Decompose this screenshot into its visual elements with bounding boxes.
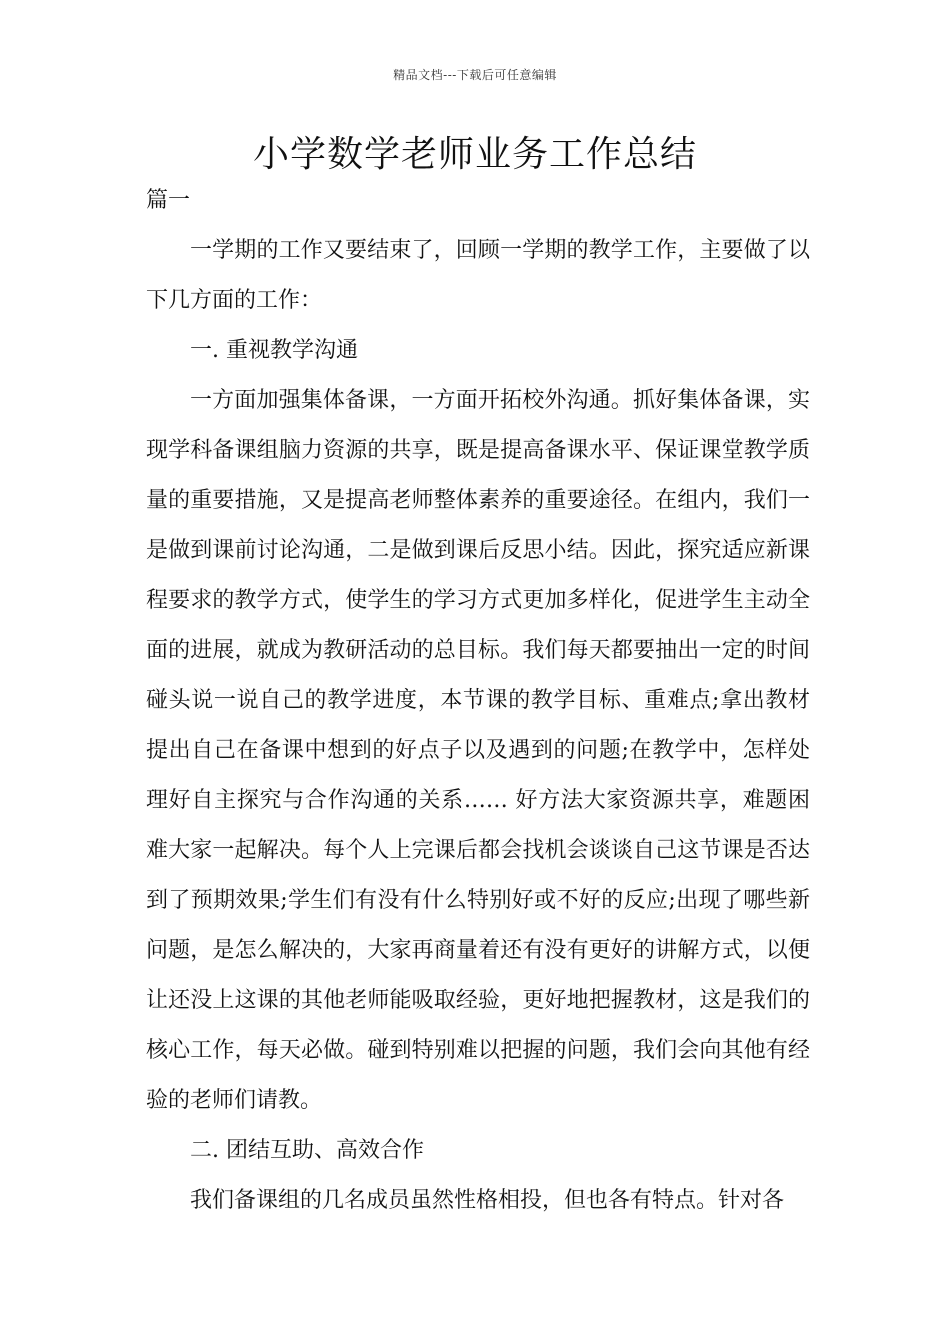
section-heading: 一. 重视教学沟通 bbox=[190, 338, 358, 363]
header-note: 精品文档---下载后可任意编辑 bbox=[393, 68, 557, 82]
paragraph: 我们备课组的几名成员虽然性格相投，但也各有特点。针对各 bbox=[190, 1188, 785, 1213]
document-title: 小学数学老师业务工作总结 bbox=[252, 134, 697, 175]
document-body bbox=[146, 176, 810, 1226]
paragraph: 一方面加强集体备课，一方面开拓校外沟通。抓好集体备课，实现学科备课组脑力资源的共享，既是提高备课水平、保证课堂教学质量的重要措施，又是提高老师整体素养的重要途径。在组内，我们一是做到课前讨论沟通，二是做到课后反思小结。因此，探究适应新课程要求的教学方式，使学生的学习方式更加多样化，促进学生主动全面的进展，就成为教研活动的总目标。我们每天都要抽出一定的时间碰头说一说自己的教学进度，本节课的教学目标、重难点;拿出教材提出自己在备课中想到的好点子以及遇到的问题;在教学中，怎样处理好自主探究与合作沟通的关系…… 好方法大家资源共享，难题困难大家一起解决。每个人上完课后都会找机会谈谈自己这节课是否达到了预期效果;学生们有没有什么特别好或不好的反应;出现了哪些新问题，是怎么解决的，大家再商量着还有没有更好的讲解方式，以便让还没上这课的其他老师能吸取经验，更好地把握教材，这是我们的核心工作，每天必做。碰到特别难以把握的问题，我们会向其他有经验的老师们请教。 bbox=[146, 388, 810, 1113]
paragraph: 一学期的工作又要结束了，回顾一学期的教学工作，主要做了以下几方面的工作： bbox=[146, 238, 810, 313]
section-heading: 二. 团结互助、高效合作 bbox=[190, 1138, 424, 1163]
section-label: 篇一 bbox=[146, 188, 191, 213]
